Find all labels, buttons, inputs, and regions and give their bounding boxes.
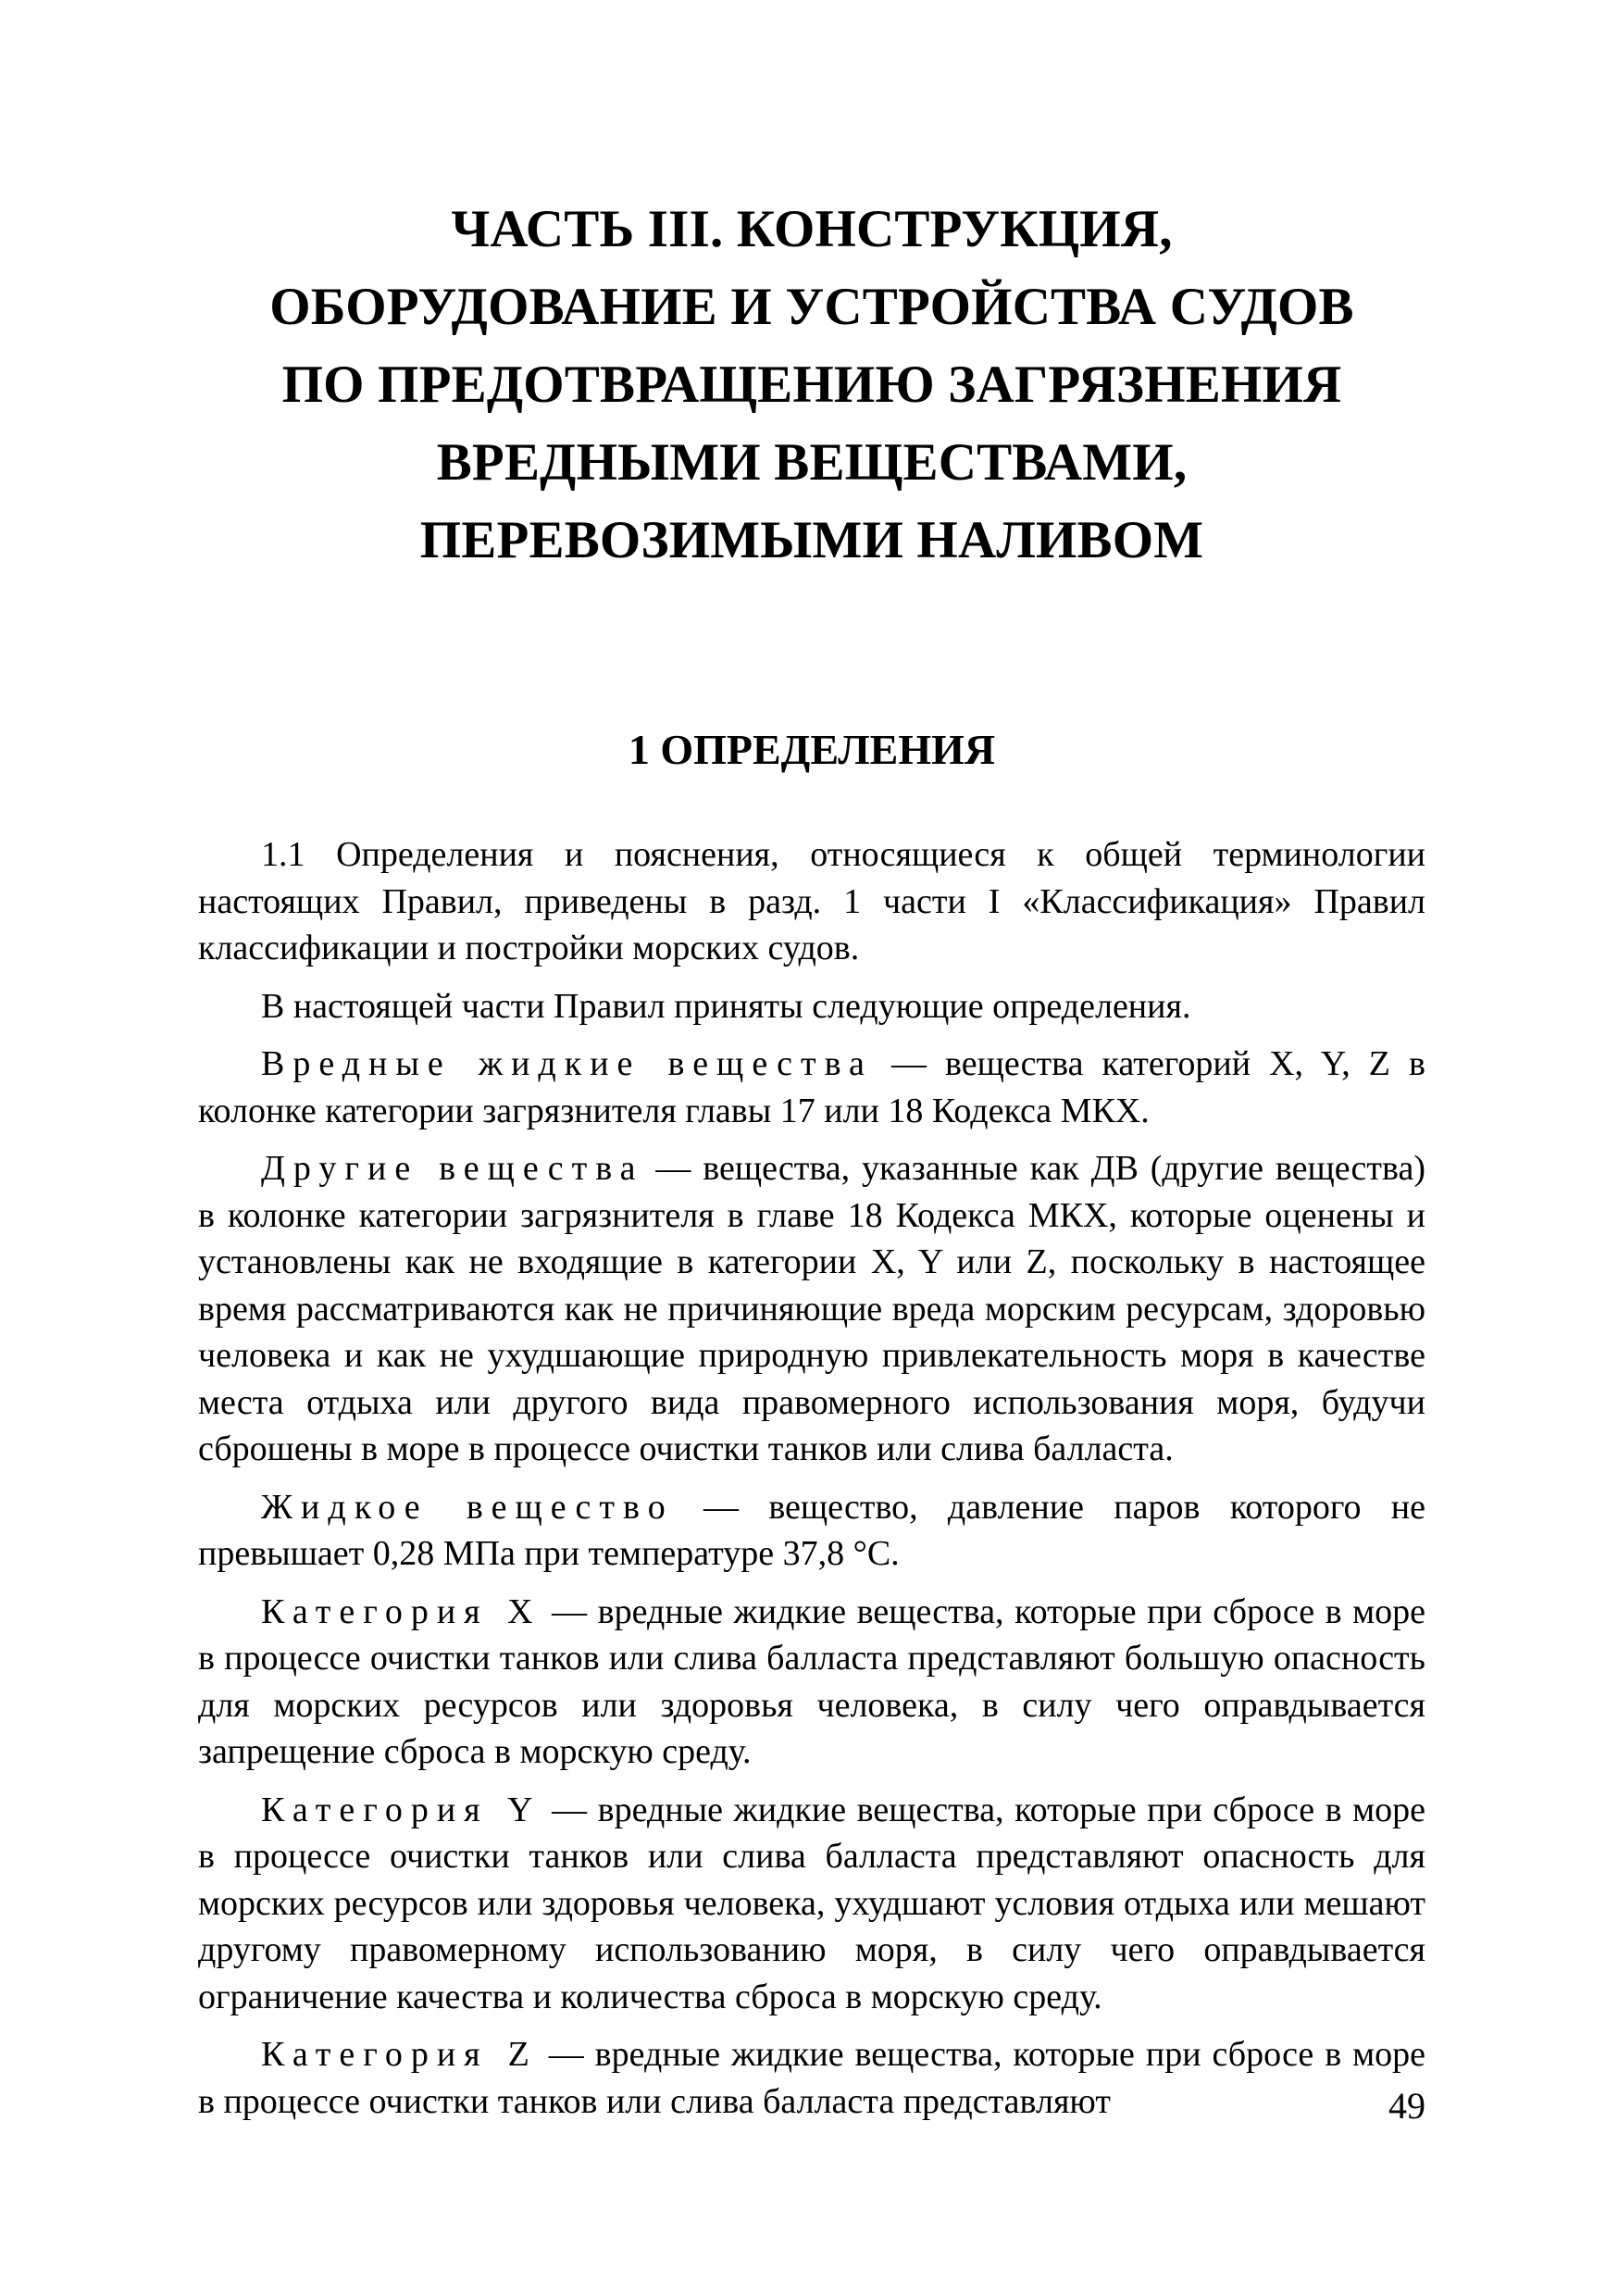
definition-harmful-liquid-substances bbox=[198, 1041, 1425, 1134]
part-title-line: ОБОРУДОВАНИЕ И УСТРОЙСТВА СУДОВ bbox=[269, 278, 1354, 336]
part-title-line: ВРЕДНЫМИ ВЕЩЕСТВАМИ, bbox=[436, 433, 1188, 492]
definition-category-y bbox=[198, 1787, 1425, 2021]
part-title-line: ПО ПРЕДОТВРАЩЕНИЮ ЗАГРЯЗНЕНИЯ bbox=[281, 356, 1342, 414]
definition-term: Категория Y bbox=[261, 1790, 541, 1829]
definition-text: — вредные жидкие вещества, которые при сбросе в море в процессе очистки танков или слива балласта представляют bbox=[198, 2035, 1425, 2121]
definition-term: Жидкое вещество bbox=[261, 1487, 674, 1527]
definition-term: Другие вещества bbox=[261, 1149, 644, 1188]
definition-other-substances bbox=[198, 1145, 1425, 1473]
paragraph-intro bbox=[198, 831, 1425, 972]
definition-text: — вещество, давление паров которого не превышает 0,28 МПа при температуре 37,8 °С. bbox=[198, 1487, 1425, 1573]
definition-text: — вредные жидкие вещества, которые при сбросе в море в процессе очистки танков или слива балласта представляют большую опасность для морских ресурсов или здоровья человека, в силу чего оправдывается запрещение сброса в морскую среду. bbox=[198, 1591, 1425, 1771]
paragraph-text: 1.1 Определения и пояснения, относящиеся к общей терминологии настоящих Правил, приведены в разд. 1 части I «Классификация» Правил классификации и постройки морских судов. bbox=[198, 835, 1425, 967]
definition-text: — вредные жидкие вещества, которые при сбросе в море в процессе очистки танков или слива балласта представляют опасность для морских ресурсов или здоровья человека, ухудшают условия отдыха или мешают другому правомерному использованию моря, в силу чего оправдывается ограничение качества и количества сброса в морскую среду. bbox=[198, 1790, 1425, 2016]
paragraph-definitions-note bbox=[198, 983, 1425, 1030]
definition-category-x bbox=[198, 1589, 1425, 1776]
definition-text: — вещества категорий X, Y, Z в колонке категории загрязнителя главы 17 или 18 Кодекса МКХ. bbox=[198, 1044, 1425, 1130]
body-text bbox=[198, 831, 1425, 2125]
definition-term: Вредные жидкие вещества bbox=[261, 1044, 873, 1083]
definition-text: — вещества, указанные как ДВ (другие вещества) в колонке категории загрязнителя в главе 18 Кодекса МКХ, которые оценены и установлены как не входящие в категории X, Y или Z, поскольку в настоящее время рассматриваются как не причиняющие вреда морским ресурсам, здоровью человека и как не ухудшающие природную привлекательность моря в качестве места отдыха или другого вида правомерного использования моря, будучи сброшены в море в процессе очистки танков или слива балласта. bbox=[198, 1149, 1425, 1468]
definition-term: Категория Z bbox=[261, 2035, 538, 2074]
paragraph-text: В настоящей части Правил приняты следующие определения. bbox=[261, 986, 1191, 1026]
part-title bbox=[198, 191, 1425, 580]
part-title-line: ПЕРЕВОЗИМЫМИ НАЛИВОМ bbox=[419, 511, 1204, 569]
definition-liquid-substance bbox=[198, 1484, 1425, 1578]
document-page bbox=[198, 191, 1425, 2136]
part-title-line: ЧАСТЬ III. КОНСТРУКЦИЯ, bbox=[451, 200, 1173, 258]
section-title: 1 ОПРЕДЕЛЕНИЯ bbox=[628, 726, 996, 773]
definition-category-z bbox=[198, 2031, 1425, 2125]
page-number: 49 bbox=[1388, 2085, 1425, 2127]
definition-term: Категория X bbox=[261, 1591, 541, 1631]
